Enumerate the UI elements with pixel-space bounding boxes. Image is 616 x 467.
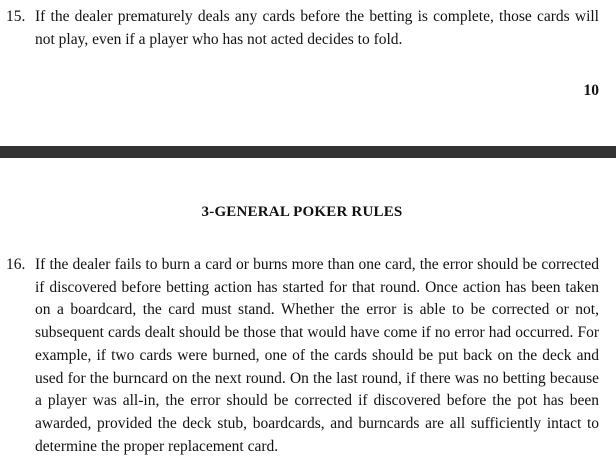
rule-number: 15.: [6, 8, 26, 25]
rule-text: If the dealer prematurely deals any cards before the betting is complete, those cards will not play, even if a player who has not acted decides to fold.: [35, 8, 599, 48]
previous-page: [0, 0, 616, 146]
page-number: 10: [583, 82, 599, 99]
rule-text: If the dealer fails to burn a card or burns more than one card, the error should be corrected if discovered before betting action has started for that round. Once action has been taken on a boardcard, the card must stand. Whether the error is able to be corrected or not, subsequent cards dealt should be those that would have come if no error had occurred. For example, if two cards were burned, one of the cards should be put back on the deck and used for the burncard on the next round. On the last round, if there was no betting because a player was all-in, the error should be corrected if discovered before the pot has been awarded, provided the deck stub, boardcards, and burncards are all sufficiently intact to determine the proper replacement card.: [35, 256, 599, 455]
rule-number: 16.: [6, 256, 26, 273]
page-divider: [0, 146, 616, 158]
section-title: 3-GENERAL POKER RULES: [201, 204, 403, 220]
